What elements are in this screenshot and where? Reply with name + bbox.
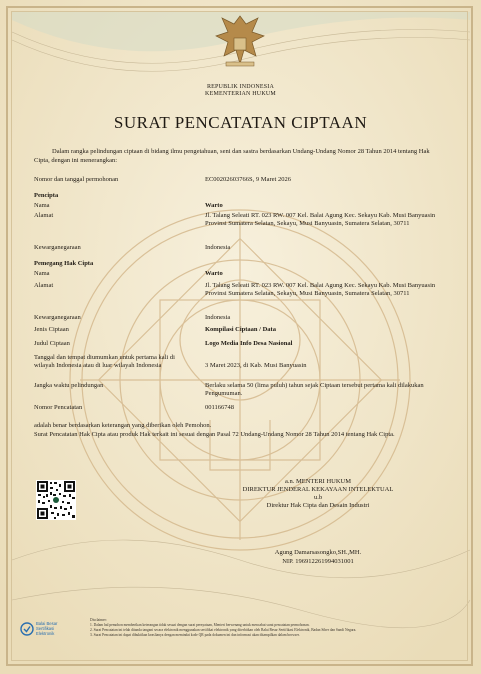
document-header bbox=[0, 84, 481, 98]
pencipta-alamat-label: Alamat bbox=[34, 212, 54, 219]
bsre-logo bbox=[20, 618, 80, 644]
signature-line-4: Direktur Hak Cipta dan Desain Industri bbox=[266, 502, 370, 509]
qr-code bbox=[36, 480, 76, 520]
document-title: SURAT PENCATATAN CIPTAAN bbox=[113, 113, 368, 132]
pemegang-alamat-label: Alamat bbox=[34, 282, 54, 289]
header-ministry: KEMENTERIAN HUKUM bbox=[205, 91, 276, 97]
closing-statement-1: adalah benar berdasarkan keterangan yang diberikan oleh Pemohon. bbox=[34, 422, 212, 429]
pemegang-section: Pemegang Hak Cipta bbox=[34, 260, 94, 267]
nomor-pencatatan-label: Nomor Pencatatan bbox=[34, 404, 83, 411]
closing-statement-2: Surat Pencatatan Hak Cipta atau produk Hak terkait ini sesuai dengan Pasal 72 Undang-Undang Nomor 28 Tahun 2014 tentang Hak Cipta. bbox=[34, 431, 395, 438]
tanggal-label: Tanggal dan tempat diumumkan untuk pertama kali di wilayah Indonesia atau di luar wilayah Indonesia bbox=[34, 354, 175, 369]
pencipta-section: Pencipta bbox=[34, 192, 59, 199]
judul-label: Judul Ciptaan bbox=[34, 340, 70, 347]
signatory-nip: NIP. 196912261994031001 bbox=[282, 558, 354, 565]
pemegang-nama-label: Nama bbox=[34, 270, 50, 277]
nomor-pencatatan-value: 001166748 bbox=[205, 404, 235, 411]
disclaimer-item-3: 3. Surat Pencatatan ini dapat dibuktikan keaslianya dengan memindai kode QR pada dokumen ini dan informasi akan ditampilkan dalam browser. bbox=[90, 633, 300, 637]
signatory-name: Agung Damarsasongko,SH.,MH. bbox=[274, 549, 362, 556]
pencipta-kewarganegaraan-label: Kewarganegaraan bbox=[34, 244, 81, 251]
jangka-label: Jangka waktu pelindungan bbox=[34, 382, 104, 389]
signature-line-1: a.n. MENTERI HUKUM bbox=[284, 478, 352, 485]
disclaimer-item-2: 2. Surat Pencatatan ini telah ditanda tangani secara elektronik menggunakan sertifikat elektronik yang diterbitkan oleh Balai Besar Sertifikasi Elektronik, Badan Siber dan Sandi Negara. bbox=[90, 628, 357, 632]
jenis-label: Jenis Ciptaan bbox=[34, 326, 69, 333]
bsre-line-3: Elektronik bbox=[36, 631, 55, 636]
disclaimer bbox=[90, 618, 465, 638]
nomor-value: EC00202603766S, 9 Maret 2026 bbox=[205, 176, 291, 183]
pemegang-nama-value: Warto bbox=[205, 270, 223, 277]
pencipta-kewarganegaraan-value: Indonesia bbox=[205, 244, 231, 251]
judul-value: Logo Media Info Desa Nasional bbox=[205, 340, 293, 347]
pemegang-alamat-value: Jl. Talang Seleati RT. 023 RW. 007 Kel. Balai Agung Kec. Sekayu Kab. Musi Banyuasin Provinsi Sumatera Selatan, Sekayu, Musi Banyuasin, Sumatera Selatan, 30711 bbox=[205, 282, 436, 297]
signature-line-2: DIREKTUR JENDERAL KEKAYAAN INTELEKTUAL bbox=[242, 486, 394, 493]
header-country: REPUBLIK INDONESIA bbox=[206, 84, 275, 90]
bsre-emblem-icon bbox=[20, 622, 34, 636]
jenis-value: Kompilasi Ciptaan / Data bbox=[205, 326, 276, 333]
disclaimer-title: Disclaimer: bbox=[90, 618, 107, 622]
pencipta-nama-label: Nama bbox=[34, 202, 50, 209]
qr-logo-icon bbox=[53, 497, 59, 503]
pemegang-kewarganegaraan-value: Indonesia bbox=[205, 314, 231, 321]
pemegang-kewarganegaraan-label: Kewarganegaraan bbox=[34, 314, 81, 321]
jangka-value: Berlaku selama 50 (lima puluh) tahun sejak Ciptaan tersebut pertama kali dilakukan Pengumuman. bbox=[205, 382, 424, 397]
disclaimer-item-1: 1. Dalam hal pemohon memberikan keterangan tidak sesuai dengan surat pernyataan, Menteri berwenang untuk mencabut surat pencatatan permohonan. bbox=[90, 623, 310, 627]
pencipta-nama-value: Warto bbox=[205, 202, 223, 209]
tanggal-value: 3 Maret 2023, di Kab. Musi Banyuasin bbox=[205, 362, 307, 369]
bsre-line-2: Sertifikasi bbox=[36, 626, 55, 631]
bsre-line-1: Balai Besar bbox=[36, 621, 58, 626]
intro-paragraph: Dalam rangka pelindungan ciptaan di bidang ilmu pengetahuan, seni dan sastra berdasarkan Undang-Undang Nomor 28 Tahun 2014 tentang Hak Cipta, dengan ini menerangkan: bbox=[34, 148, 430, 164]
nomor-label: Nomor dan tanggal permohonan bbox=[34, 176, 119, 183]
signature-line-3: u.b bbox=[313, 494, 323, 501]
pencipta-alamat-value: Jl. Talang Seleati RT. 023 RW. 007 Kel. Balai Agung Kec. Sekayu Kab. Musi Banyuasin Provinsi Sumatera Selatan, Sekayu, Musi Banyuasin, Sumatera Selatan, 30711 bbox=[205, 212, 436, 227]
